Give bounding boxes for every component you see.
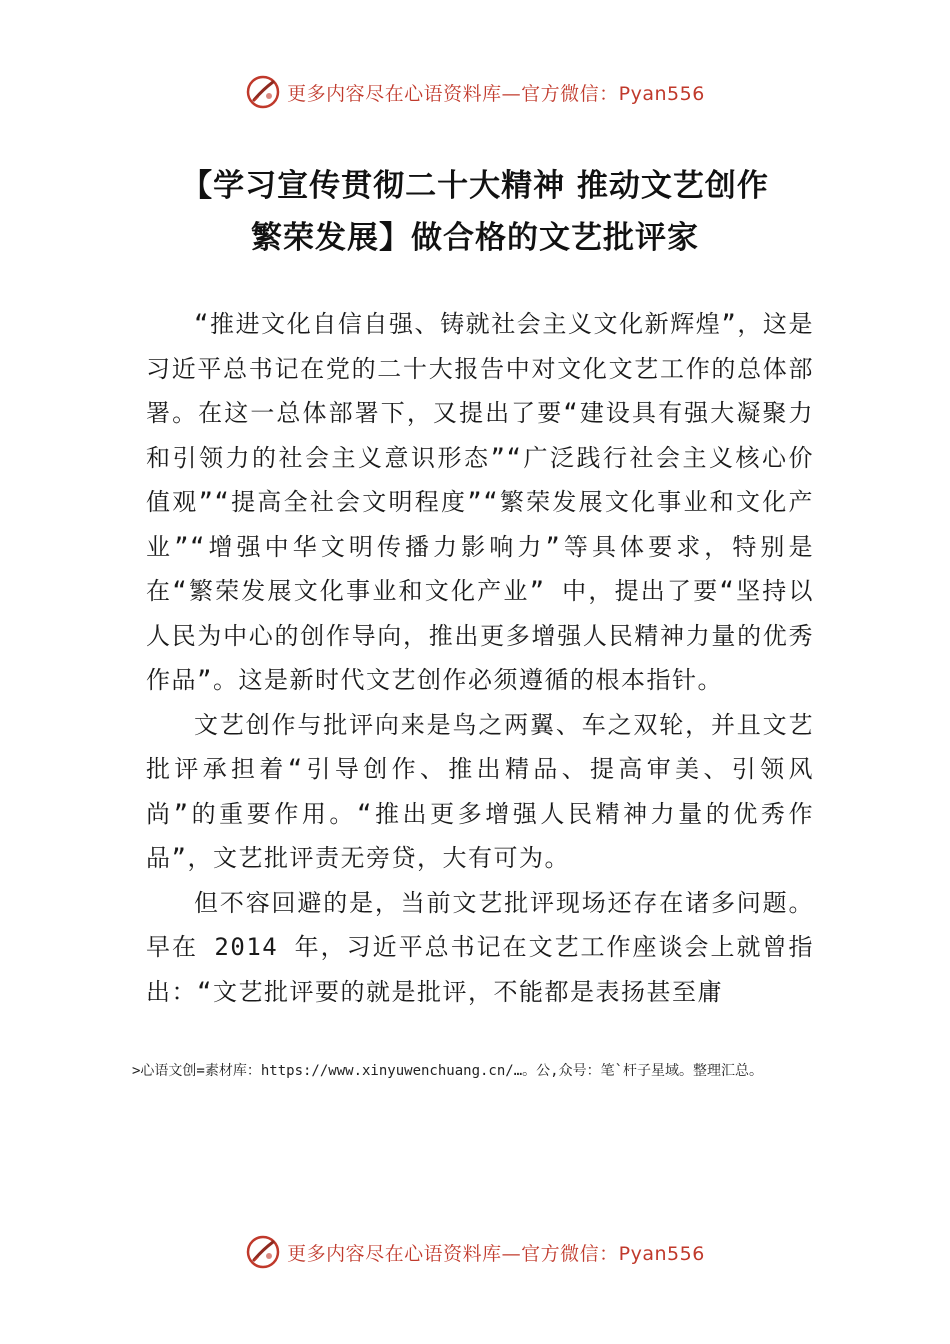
title-line-2: 繁荣发展】做合格的文艺批评家 [251,220,699,256]
source-note: >心语文创=素材库：https://www.xinyuwenchuang.cn/…。公,众号：笔`杆子星域。整理汇总。 [132,1063,764,1079]
brush-logo-icon [245,74,281,110]
footer-wechat-id: Pyan556 [618,1242,705,1265]
paragraph: 文艺创作与批评向来是鸟之两翼、车之双轮，并且文艺批评承担着“引导创作、推出精品、提高审美、引领风尚”的重要作用。“推出更多增强人民精神力量的优秀作品”，文艺批评责无旁贷，大有可为。 [146,710,814,872]
brush-logo-icon [245,1234,281,1270]
article-body [146,302,814,1014]
header-wechat-id: Pyan556 [618,82,705,105]
title-line-1: 【学习宣传贯彻二十大精神 推动文艺创作 [181,168,769,204]
paragraph: 但不容回避的是，当前文艺批评现场还存在诸多问题。早在 2014 年，习近平总书记在文艺工作座谈会上就曾指出：“文艺批评要的就是批评，不能都是表扬甚至庸 [146,888,814,1006]
footer-banner-label: 更多内容尽在心语资料库—官方微信： [287,1242,619,1265]
paragraph: “推进文化自信自强、铸就社会主义文化新辉煌”，这是习近平总书记在党的二十大报告中对文化文艺工作的总体部署。在这一总体部署下，又提出了要“建设具有强大凝聚力和引领力的社会主义意识形态”“广泛践行社会主义核心价值观”“提高全社会文明程度”“繁荣发展文化事业和文化产业”“增强中华文明传播力影响力”等具体要求，特别是在“繁荣发展文化事业和文化产业” 中，提出了要“坚持以人民为中心的创作导向，推出更多增强人民精神力量的优秀作品”。这是新时代文艺创作必须遵循的根本指针。 [146,310,814,694]
header-banner [0,72,950,112]
footer-banner [0,1232,950,1272]
header-banner-text [287,79,705,106]
header-banner-label: 更多内容尽在心语资料库—官方微信： [287,82,619,105]
footer-banner-text [287,1239,705,1266]
article-title [0,160,950,264]
